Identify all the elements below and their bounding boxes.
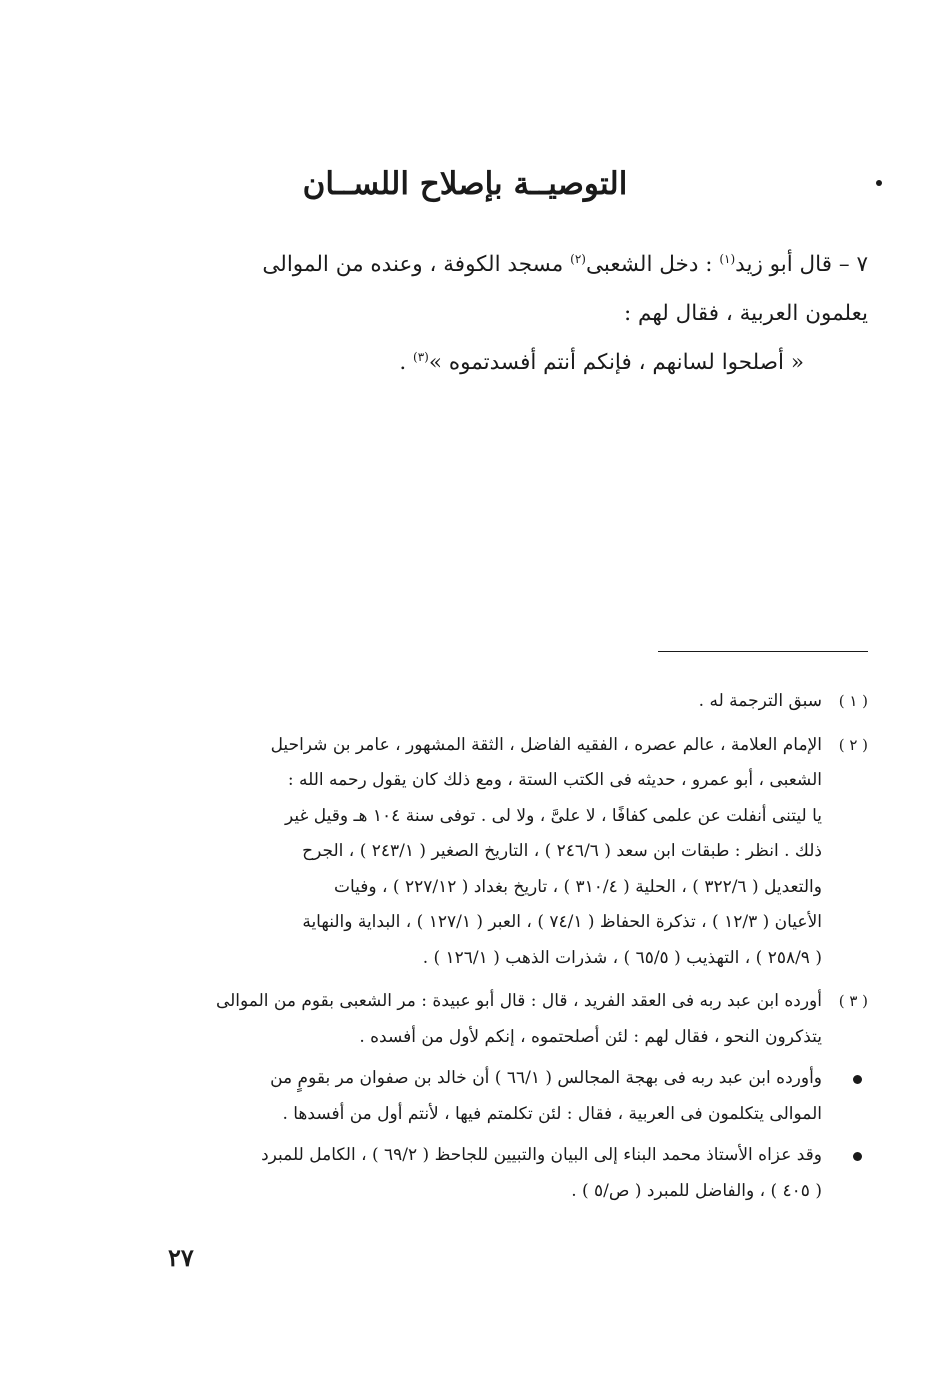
footnote-line: والتعديل ( ٣٢٢/٦ ) ، الحلية ( ٣١٠/٤ ) ، تاريخ بغداد ( ٢٢٧/١٢ ) ، وفيات xyxy=(333,876,822,897)
page-number: ٢٧ xyxy=(168,1243,194,1272)
main-line-1-part-c: مسجد الكوفة ، وعنده من الموالى xyxy=(262,252,571,277)
main-quote xyxy=(172,338,868,387)
footnotes xyxy=(170,684,868,1209)
footnote-number: ( ١ ) xyxy=(838,692,868,710)
footnote-number: ( ٣ ) xyxy=(838,992,868,1010)
main-quote-end: . xyxy=(399,350,414,375)
footnote-line: ذلك . انظر : طبقات ابن سعد ( ٢٤٦/٦ ) ، التاريخ الصغير ( ٢٤٣/١ ) ، الجرح xyxy=(302,841,822,861)
footnote-2 xyxy=(170,728,868,977)
footnote-line: أورده ابن عبد ربه فى العقد الفريد ، قال : قال أبو عبيدة : مر الشعبى بقوم من الموالى xyxy=(215,991,822,1011)
section-title: التوصيــة بإصلاح اللســان xyxy=(302,166,628,202)
footnote-3 xyxy=(170,984,868,1055)
footnote-ref-3[interactable]: (٣) xyxy=(413,349,429,364)
margin-dot xyxy=(876,180,882,186)
bullet-line: الموالى يتكلمون فى العربية ، فقال : لئن تكلمتم فيها ، لأنتم أول من أفسدها . xyxy=(282,1103,822,1124)
footnote-line: يا ليتنى أنفلت عن علمى كفافًا ، لا علىَّ ، ولا لى . توفى سنة ١٠٤ هـ وقيل غير xyxy=(285,805,822,826)
footnote-line: يتذكرون النحو ، فقال لهم : لئن أصلحتموه ، إنكم لأول من أفسده . xyxy=(359,1026,822,1047)
main-quote-text: « أصلحوا لسانهم ، فإنكم أنتم أفسدتموه » xyxy=(428,350,804,375)
main-line-1-part-b: : دخل الشعبى xyxy=(585,252,720,277)
footnote-1 xyxy=(170,684,868,720)
bullet-line: وقد عزاه الأستاذ محمد البناء إلى البيان والتبيين للجاحظ ( ٦٩/٢ ) ، الكامل للمبرد xyxy=(261,1145,822,1165)
footnote-separator xyxy=(658,651,868,652)
main-line-1 xyxy=(172,240,868,289)
footnote-3-bullet-2 xyxy=(170,1138,868,1209)
bullet-icon xyxy=(853,1152,862,1161)
footnote-line: الإمام العلامة ، عالم عصره ، الفقيه الفاضل ، الثقة المشهور ، عامر بن شراحيل xyxy=(270,734,822,755)
bullet-line: ( ٤٠٥ ) ، والفاضل للمبرد ( ص/٥ ) . xyxy=(571,1180,822,1201)
footnote-3-bullet-1 xyxy=(170,1061,868,1132)
footnote-ref-1[interactable]: (١) xyxy=(719,251,736,266)
footnote-ref-2[interactable]: (٢) xyxy=(570,251,586,266)
main-line-2: يعلمون العربية ، فقال لهم : xyxy=(623,301,868,326)
bullet-icon xyxy=(853,1075,862,1084)
footnote-number: ( ٢ ) xyxy=(838,735,868,754)
footnote-line: الأعيان ( ١٢/٣ ) ، تذكرة الحفاظ ( ٧٤/١ ) ، العبر ( ١٢٧/١ ) ، البداية والنهاية xyxy=(302,912,822,932)
footnote-line: ( ٢٥٨/٩ ) ، التهذيب ( ٦٥/٥ ) ، شذرات الذهب ( ١٢٦/١ ) . xyxy=(422,947,822,968)
main-paragraph xyxy=(172,240,868,387)
footnote-line: الشعبى ، أبو عمرو ، حديثه فى الكتب الستة ، ومع ذلك كان يقول رحمه الله : xyxy=(287,770,822,790)
main-line-1-part-a: ٧ – قال أبو زيد xyxy=(735,252,868,277)
footnote-line: سبق الترجمة له . xyxy=(698,691,822,711)
bullet-line: وأورده ابن عبد ربه فى بهجة المجالس ( ٦٦/١ ) أن خالد بن صفوان مر بقومٍ من xyxy=(270,1068,822,1088)
